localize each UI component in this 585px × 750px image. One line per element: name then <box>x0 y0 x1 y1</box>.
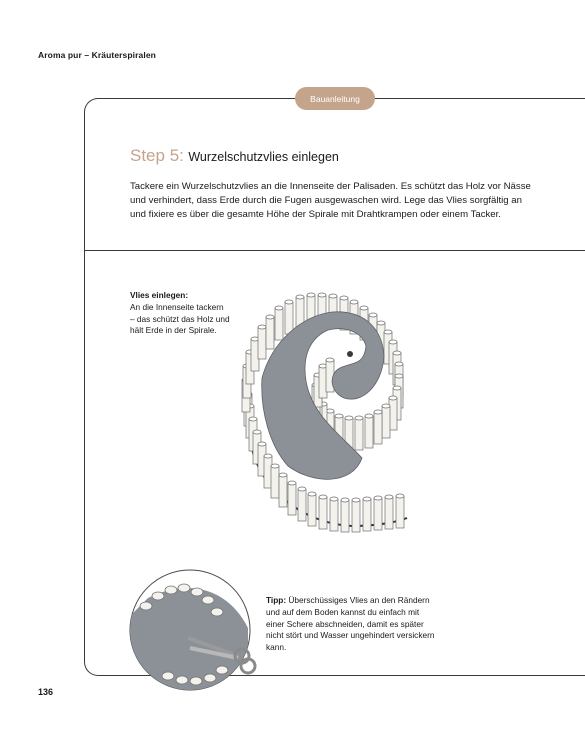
tip-label: Tipp: <box>266 595 287 605</box>
step-number: Step 5: <box>130 146 184 165</box>
running-head: Aroma pur – Kräuterspiralen <box>38 50 156 60</box>
tip-body: Überschüssiges Vlies an den Rändern und auf dem Boden kannst du einfach mit einer Schere abschneiden, damit es später nicht stört und Wasser ungehindert versickern kann. <box>266 595 435 653</box>
fleece-caption <box>130 290 230 337</box>
section-divider <box>84 250 585 251</box>
page-number: 136 <box>38 687 54 697</box>
fleece-caption-text: An die Innenseite tackern – das schützt das Holz und hält Erde in der Spirale. <box>130 301 230 336</box>
section-tab: Bauanleitung <box>295 87 375 110</box>
step-heading <box>130 146 339 166</box>
step-title: Wurzelschutzvlies einlegen <box>188 150 339 164</box>
tip-detail-illustration <box>128 568 258 692</box>
spiral-illustration <box>232 286 422 554</box>
tip-text <box>266 595 436 654</box>
step-body: Tackere ein Wurzelschutzvlies an die Innenseite der Palisaden. Es schützt das Holz vor Nässe und verhindert, dass Erde durch die Fugen ausgewaschen wird. Lege das Vlies sorgfältig an und fixiere es über die gesamte Höhe der Spirale mit Drahtkrampen oder einem Tacker. <box>130 181 531 220</box>
fleece-caption-heading: Vlies einlegen: <box>130 290 189 300</box>
